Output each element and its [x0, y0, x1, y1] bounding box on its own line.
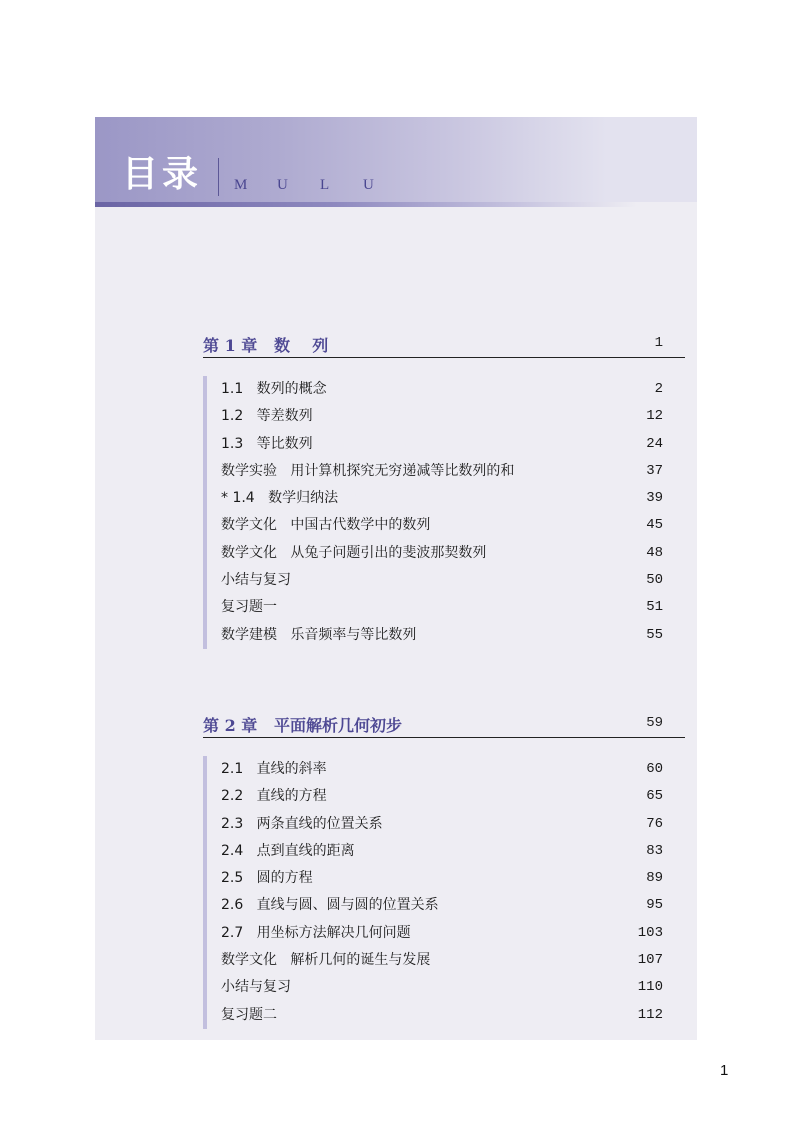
- entry-label: 数学文化 中国古代数学中的数列: [221, 517, 431, 534]
- entry-page: 89: [646, 870, 663, 887]
- chapter-2: [203, 707, 685, 1029]
- entry-label: 2.3 两条直线的位置关系: [221, 815, 383, 832]
- toc-entry[interactable]: [221, 947, 685, 974]
- entry-page: 95: [646, 897, 663, 914]
- toc-entry[interactable]: [221, 622, 685, 649]
- entry-label: 复习题一: [221, 599, 277, 616]
- toc-entry[interactable]: [221, 811, 685, 838]
- entry-page: 45: [646, 517, 663, 534]
- entry-page: 12: [646, 408, 663, 425]
- chapter-heading[interactable]: [203, 707, 685, 738]
- entry-page: 2: [654, 381, 663, 397]
- entry-label: 小结与复习: [221, 572, 291, 589]
- pinyin-letter: U: [277, 177, 288, 193]
- toc-entry[interactable]: [221, 458, 685, 485]
- toc-entry[interactable]: [221, 974, 685, 1001]
- toc-header: [95, 117, 697, 202]
- entry-page: 76: [646, 815, 663, 832]
- entry-page: 60: [646, 761, 663, 777]
- toc-entry[interactable]: [221, 838, 685, 865]
- pinyin-letter: L: [320, 177, 330, 193]
- toc-entry[interactable]: [221, 920, 685, 947]
- entry-label: * 1.4 数学归纳法: [221, 490, 339, 507]
- title-divider: [218, 158, 219, 196]
- toc-title-pinyin: [234, 177, 406, 194]
- toc-panel: [95, 117, 697, 1040]
- entry-label: 2.6 直线与圆、圆与圆的位置关系: [221, 897, 439, 914]
- toc-entry[interactable]: [221, 756, 685, 783]
- chapter-heading[interactable]: [203, 327, 685, 358]
- toc-entry[interactable]: [221, 431, 685, 458]
- entry-label: 2.1 直线的斜率: [221, 761, 327, 777]
- entry-page: 24: [646, 435, 663, 452]
- entry-label: 数学建模 乐音频率与等比数列: [221, 626, 417, 643]
- entry-page: 51: [646, 599, 663, 616]
- entry-page: 107: [637, 952, 663, 969]
- entry-label: 数学实验 用计算机探究无穷递减等比数列的和: [221, 462, 515, 479]
- toc-entry[interactable]: [221, 783, 685, 810]
- entry-label: 1.3 等比数列: [221, 435, 313, 452]
- entry-page: 55: [646, 626, 663, 643]
- pinyin-letter: M: [234, 177, 248, 193]
- entry-label: 复习题二: [221, 1006, 277, 1023]
- entry-label: 2.2 直线的方程: [221, 788, 327, 805]
- entry-label: 2.7 用坐标方法解决几何问题: [221, 924, 411, 941]
- entry-page: 39: [646, 490, 663, 507]
- chapter-page: 1: [654, 335, 663, 351]
- toc-entry[interactable]: [221, 865, 685, 892]
- section-list: [203, 756, 685, 1029]
- toc-title: 目录: [122, 153, 203, 195]
- entry-page: 103: [637, 924, 663, 941]
- entry-label: 2.4 点到直线的距离: [221, 842, 355, 859]
- toc-entry[interactable]: [221, 567, 685, 594]
- entry-page: 50: [646, 572, 663, 589]
- header-underline: [95, 202, 697, 207]
- entry-page: 112: [637, 1006, 663, 1023]
- chapter-page: 59: [646, 715, 663, 731]
- entry-label: 数学文化 解析几何的诞生与发展: [221, 952, 431, 969]
- chapter-1: [203, 327, 685, 649]
- entry-label: 小结与复习: [221, 979, 291, 996]
- entry-page: 48: [646, 544, 663, 561]
- entry-label: 1.1 数列的概念: [221, 381, 327, 397]
- toc-entry[interactable]: [221, 512, 685, 539]
- chapter-title: 第 2 章 平面解析几何初步: [203, 716, 402, 735]
- section-list: [203, 376, 685, 649]
- pinyin-letter: U: [363, 177, 374, 193]
- toc-entry[interactable]: [221, 892, 685, 919]
- entry-label: 2.5 圆的方程: [221, 870, 313, 887]
- toc-entry[interactable]: [221, 1002, 685, 1029]
- toc-entry[interactable]: [221, 376, 685, 403]
- entry-page: 37: [646, 462, 663, 479]
- toc-entry[interactable]: [221, 485, 685, 512]
- toc-entry[interactable]: [221, 594, 685, 621]
- chapter-title: 第 1 章 数 列: [203, 336, 329, 355]
- entry-page: 65: [646, 788, 663, 805]
- entry-label: 1.2 等差数列: [221, 408, 313, 425]
- entry-page: 110: [637, 979, 663, 996]
- page-number: 1: [720, 1062, 729, 1079]
- entry-page: 83: [646, 842, 663, 859]
- entry-label: 数学文化 从兔子问题引出的斐波那契数列: [221, 544, 487, 561]
- toc-entry[interactable]: [221, 403, 685, 430]
- toc-entry[interactable]: [221, 540, 685, 567]
